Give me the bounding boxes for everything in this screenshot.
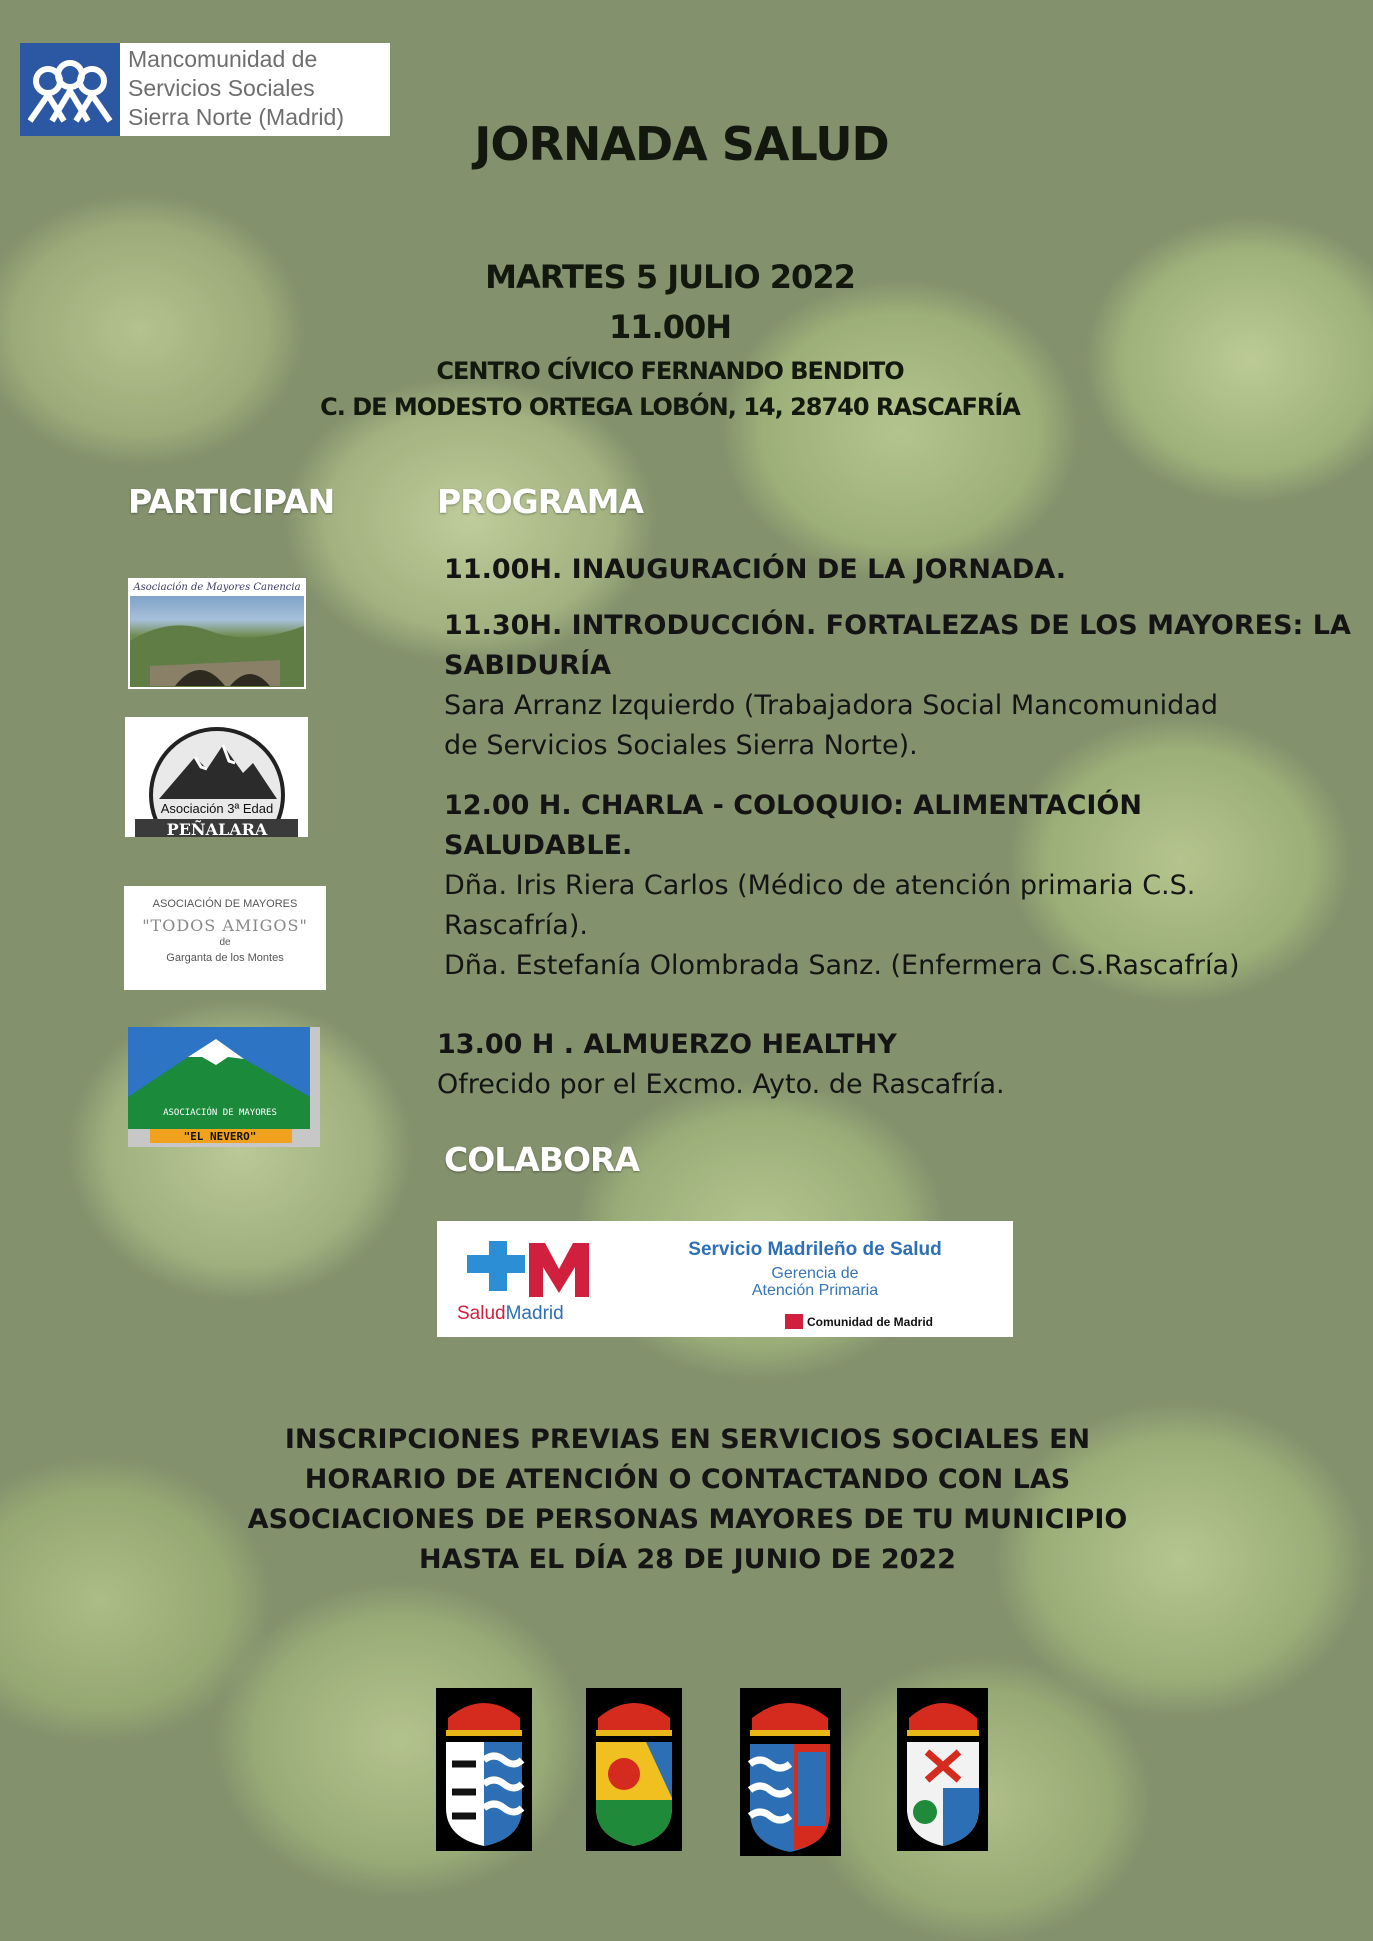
program-item-4-line-2: Ofrecido por el Excmo. Ayto. de Rascafría.: [437, 1069, 1005, 1100]
coat-of-arms-4-icon: [897, 1688, 988, 1851]
registration-line-4: HASTA EL DÍA 28 DE JUNIO DE 2022: [419, 1544, 956, 1575]
registration-line-3: ASOCIACIONES DE PERSONAS MAYORES DE TU MUNICIPIO: [247, 1504, 1128, 1535]
colabora-heading: COLABORA: [444, 1140, 639, 1179]
participan-heading: PARTICIPAN: [128, 482, 335, 521]
registration-line-2: HORARIO DE ATENCIÓN O CONTACTANDO CON LAS: [304, 1464, 1071, 1495]
registration-note: [200, 1420, 1175, 1580]
region-name: Comunidad de Madrid: [807, 1315, 933, 1329]
todos-amigos-line-3: de: [219, 937, 231, 948]
penalara-logo-name: PEÑALARA: [166, 820, 268, 837]
comunidad-flag-icon: [785, 1314, 803, 1329]
program-item-2-line-1: 11.30H. INTRODUCCIÓN. FORTALEZAS DE LOS MAYORES: LA: [444, 610, 1351, 641]
program-item-2-line-3: Sara Arranz Izquierdo (Trabajadora Social Mancomunidad: [444, 690, 1219, 721]
salud-madrid-logo: [437, 1221, 1013, 1337]
el-nevero-logo-line-1: ASOCIACIÓN DE MAYORES: [163, 1108, 277, 1118]
department-line-1: Gerencia de: [771, 1265, 859, 1282]
event-address: C. DE MODESTO ORTEGA LOBÓN, 14, 28740 RASCAFRÍA: [320, 393, 1020, 421]
department-name: [642, 1265, 988, 1299]
registration-line-1: INSCRIPCIONES PREVIAS EN SERVICIOS SOCIALES EN: [284, 1424, 1091, 1455]
program-item-2-line-2: SABIDURÍA: [444, 650, 612, 681]
program-item-1: [444, 550, 1354, 590]
department-line-2: Atención Primaria: [751, 1282, 879, 1299]
canencia-logo-label: Asociación de Mayores Canencia: [133, 582, 301, 593]
salud-madrid-emblem-icon: [449, 1235, 599, 1305]
program-item-2: [444, 606, 1354, 766]
canencia-association-logo: [128, 578, 306, 689]
todos-amigos-line-2: "TODOS AMIGOS": [142, 916, 308, 935]
program-item-3-line-5: Dña. Estefanía Olombrada Sanz. (Enfermera C.S.Rascafría): [444, 950, 1240, 981]
coat-of-arms-2-icon: [586, 1688, 682, 1851]
penalara-logo-label: Asociación 3ª Edad: [160, 801, 274, 816]
event-time: 11.00H: [609, 308, 731, 346]
salud-word: Salud: [457, 1303, 506, 1324]
program-item-3-line-2: SALUDABLE.: [444, 830, 633, 861]
penalara-association-logo: [125, 717, 308, 837]
event-venue: CENTRO CÍVICO FERNANDO BENDITO: [436, 357, 904, 385]
program-item-2-line-4: de Servicios Sociales Sierra Norte).: [444, 730, 918, 761]
event-date: MARTES 5 JULIO 2022: [485, 258, 855, 296]
todos-amigos-line-1: ASOCIACIÓN DE MAYORES: [152, 898, 298, 910]
program-item-4: [437, 1025, 1347, 1105]
program-item-3-line-1: 12.00 H. CHARLA - COLOQUIO: ALIMENTACIÓN: [444, 790, 1142, 821]
program-item-3: [444, 786, 1354, 986]
el-nevero-logo-line-2: "EL NEVERO": [183, 1130, 257, 1143]
el-nevero-association-logo: [128, 1027, 320, 1147]
program-item-1-line-1: 11.00H. INAUGURACIÓN DE LA JORNADA.: [444, 554, 1066, 585]
madrid-word: Madrid: [505, 1303, 564, 1324]
event-title-text: JORNADA SALUD: [474, 117, 889, 171]
todos-amigos-line-4: Garganta de los Montes: [166, 952, 284, 964]
coat-of-arms-3-icon: [740, 1688, 841, 1856]
service-name: Servicio Madrileño de Salud: [688, 1239, 942, 1260]
todos-amigos-association-logo: [124, 886, 326, 990]
stone-bridge-icon: [130, 596, 304, 687]
program-item-3-line-3: Dña. Iris Riera Carlos (Médico de atención primaria C.S.: [444, 870, 1196, 901]
org-line-1: Mancomunidad de: [128, 46, 318, 72]
org-line-3: Sierra Norte (Madrid): [128, 104, 344, 130]
salud-madrid-wordmark: [457, 1303, 564, 1325]
org-line-2: Servicios Sociales: [128, 75, 315, 101]
programa-heading: PROGRAMA: [437, 482, 644, 521]
coat-of-arms-1-icon: [436, 1688, 532, 1851]
program-item-3-line-4: Rascafría).: [444, 910, 588, 941]
program-item-4-line-1: 13.00 H . ALMUERZO HEALTHY: [437, 1029, 897, 1060]
event-title: [0, 117, 1373, 171]
